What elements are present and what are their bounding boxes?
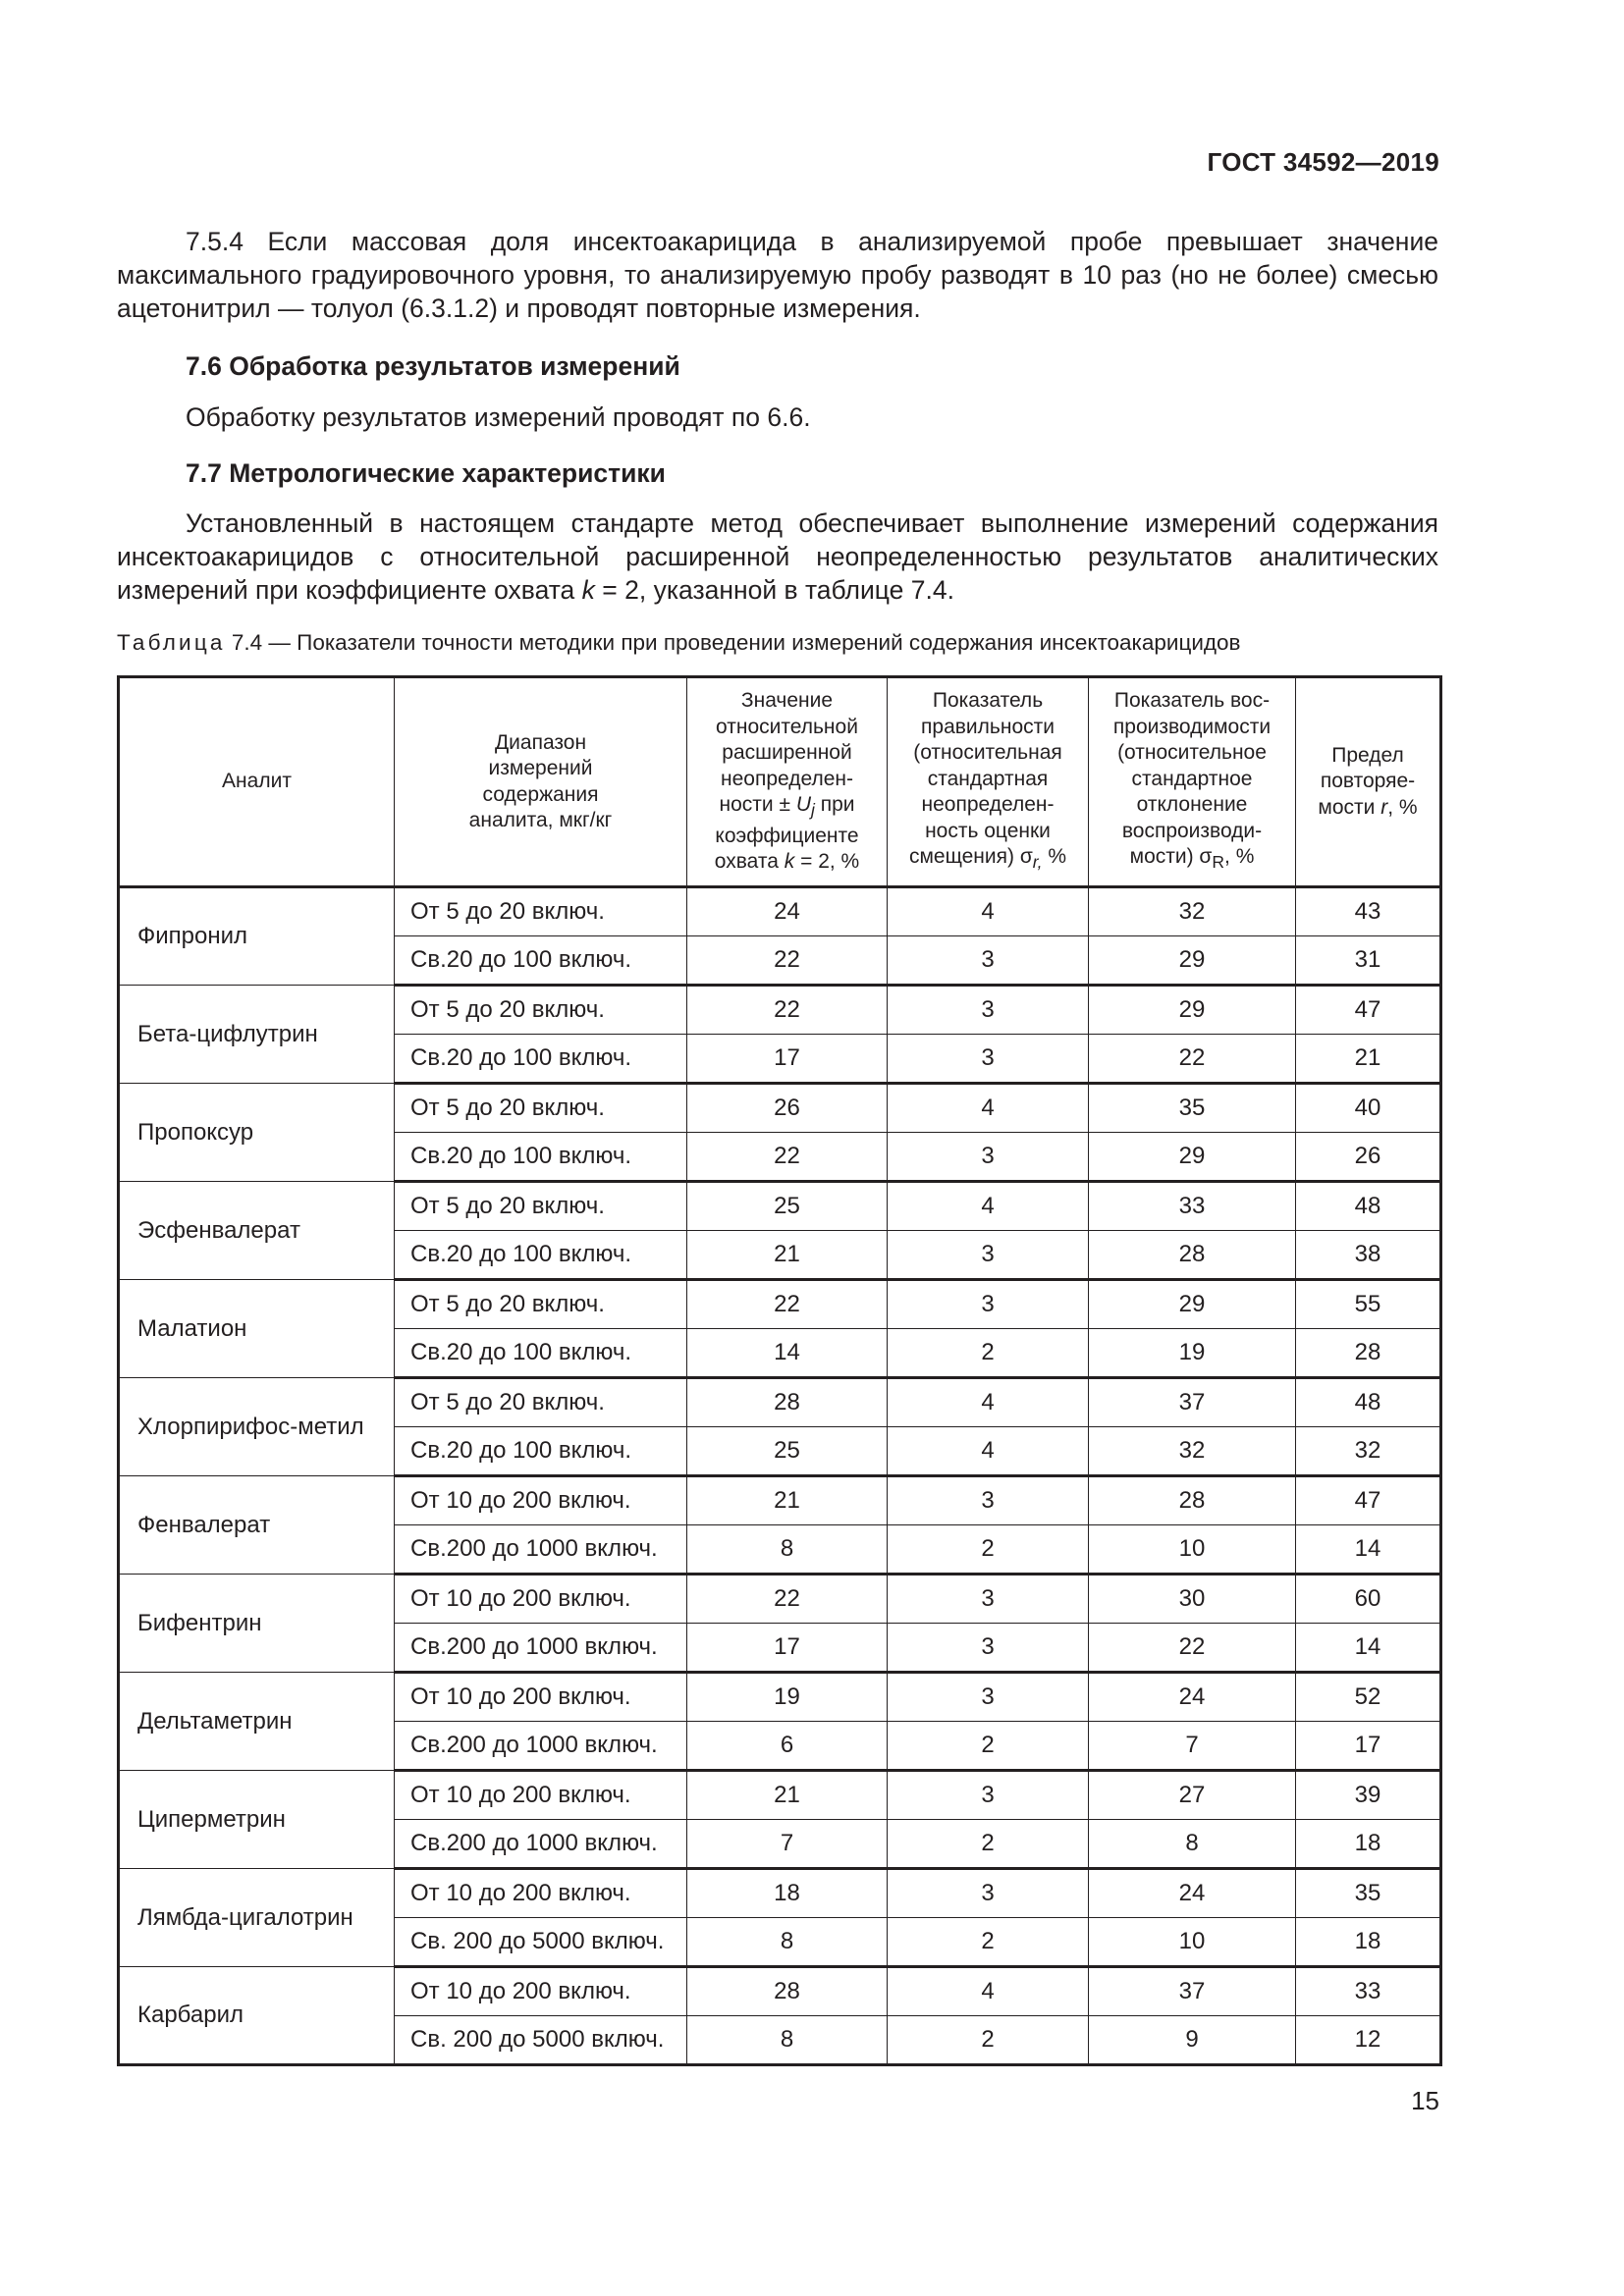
reproducibility-cell: 33: [1089, 1182, 1296, 1231]
repeatability-cell: 38: [1296, 1231, 1441, 1280]
uncertainty-cell: 8: [687, 1918, 888, 1967]
reproducibility-cell: 22: [1089, 1624, 1296, 1673]
trueness-cell: 2: [888, 1918, 1089, 1967]
header-uncertainty: [687, 677, 888, 887]
trueness-cell: 3: [888, 1133, 1089, 1182]
reproducibility-cell: 28: [1089, 1476, 1296, 1525]
analyte-cell: Лямбда-цигалотрин: [119, 1869, 395, 1967]
trueness-cell: 4: [888, 1084, 1089, 1133]
reproducibility-cell: 37: [1089, 1967, 1296, 2016]
reproducibility-cell: 8: [1089, 1820, 1296, 1869]
header-trueness-text-c: %: [1042, 845, 1067, 869]
repeatability-cell: 60: [1296, 1575, 1441, 1624]
repeatability-symbol: r: [1380, 795, 1388, 819]
range-cell: От 5 до 20 включ.: [395, 986, 687, 1035]
uncertainty-cell: 17: [687, 1035, 888, 1084]
analyte-cell: Циперметрин: [119, 1771, 395, 1869]
range-cell: От 10 до 200 включ.: [395, 1967, 687, 2016]
reproducibility-cell: 32: [1089, 1427, 1296, 1476]
trueness-cell: 3: [888, 1771, 1089, 1820]
repeatability-cell: 52: [1296, 1673, 1441, 1722]
repeatability-cell: 40: [1296, 1084, 1441, 1133]
header-repeatability-text-c: , %: [1387, 795, 1418, 819]
analyte-cell: Карбарил: [119, 1967, 395, 2065]
paragraph-7-5-4: 7.5.4 Если массовая доля инсектоакарицида в анализируемой пробе превышает значение максимального градуировочного уровня, то анализируемую пробу разводят в 10 раз (но не более) смесью ацетонитрил — толуол (6.3.1.2) и проводят повторные измерения.: [117, 227, 1438, 323]
table-row: [119, 1673, 1441, 1722]
reproducibility-subscript: R: [1212, 852, 1225, 873]
trueness-cell: 3: [888, 1476, 1089, 1525]
trueness-cell: 2: [888, 1722, 1089, 1771]
uncertainty-subscript: j: [810, 800, 815, 821]
trueness-cell: 2: [888, 1329, 1089, 1378]
header-trueness: [888, 677, 1089, 887]
analyte-cell: Пропоксур: [119, 1084, 395, 1182]
table-row: [119, 1869, 1441, 1918]
uncertainty-cell: 22: [687, 1133, 888, 1182]
repeatability-cell: 47: [1296, 1476, 1441, 1525]
reproducibility-cell: 10: [1089, 1525, 1296, 1575]
header-trueness-text-a: Показатель правильности (относительная стандартная неопределен-ность оценки смещения) σ: [908, 689, 1062, 869]
table-row: [119, 1378, 1441, 1427]
reproducibility-cell: 9: [1089, 2016, 1296, 2065]
header-uncertainty-text-c: = 2, %: [794, 850, 860, 874]
range-cell: От 10 до 200 включ.: [395, 1869, 687, 1918]
range-cell: Св.200 до 1000 включ.: [395, 1525, 687, 1575]
trueness-cell: 3: [888, 986, 1089, 1035]
table-row: [119, 1575, 1441, 1624]
uncertainty-cell: 18: [687, 1869, 888, 1918]
repeatability-cell: 18: [1296, 1820, 1441, 1869]
uncertainty-cell: 21: [687, 1476, 888, 1525]
repeatability-cell: 43: [1296, 887, 1441, 936]
reproducibility-cell: 19: [1089, 1329, 1296, 1378]
analyte-cell: Дельтаметрин: [119, 1673, 395, 1771]
reproducibility-cell: 22: [1089, 1035, 1296, 1084]
trueness-cell: 3: [888, 1673, 1089, 1722]
header-reproducibility-text-c: , %: [1224, 845, 1255, 869]
trueness-subscript: r,: [1032, 852, 1043, 873]
trueness-cell: 2: [888, 2016, 1089, 2065]
repeatability-cell: 35: [1296, 1869, 1441, 1918]
uncertainty-cell: 25: [687, 1182, 888, 1231]
heading-7-7: 7.7 Метрологические характеристики: [186, 458, 666, 488]
uncertainty-cell: 22: [687, 986, 888, 1035]
uncertainty-cell: 25: [687, 1427, 888, 1476]
table-row: [119, 887, 1441, 936]
precision-table: [117, 675, 1442, 2066]
range-cell: Св.200 до 1000 включ.: [395, 1624, 687, 1673]
trueness-cell: 3: [888, 1231, 1089, 1280]
repeatability-cell: 14: [1296, 1624, 1441, 1673]
table-row: [119, 986, 1441, 1035]
reproducibility-cell: 29: [1089, 986, 1296, 1035]
header-uncertainty-text-b: при коэффициенте охвата: [714, 793, 859, 874]
table-row: [119, 1280, 1441, 1329]
header-range: [395, 677, 687, 887]
uncertainty-cell: 28: [687, 1378, 888, 1427]
repeatability-cell: 31: [1296, 936, 1441, 986]
range-cell: От 10 до 200 включ.: [395, 1673, 687, 1722]
table-row: [119, 1476, 1441, 1525]
trueness-cell: 3: [888, 1869, 1089, 1918]
trueness-cell: 2: [888, 1525, 1089, 1575]
header-uncertainty-text-a: Значение относительной расширенной неопределен-ности ±: [716, 689, 858, 817]
range-cell: Св.20 до 100 включ.: [395, 936, 687, 986]
uncertainty-cell: 22: [687, 1280, 888, 1329]
range-cell: От 5 до 20 включ.: [395, 1182, 687, 1231]
analyte-cell: Фипронил: [119, 887, 395, 986]
uncertainty-cell: 21: [687, 1771, 888, 1820]
range-cell: Св.20 до 100 включ.: [395, 1427, 687, 1476]
range-cell: Св.20 до 100 включ.: [395, 1035, 687, 1084]
range-cell: От 10 до 200 включ.: [395, 1476, 687, 1525]
coverage-factor-symbol: k: [581, 575, 595, 605]
repeatability-cell: 21: [1296, 1035, 1441, 1084]
uncertainty-cell: 14: [687, 1329, 888, 1378]
repeatability-cell: 33: [1296, 1967, 1441, 2016]
range-cell: Св.200 до 1000 включ.: [395, 1722, 687, 1771]
uncertainty-cell: 21: [687, 1231, 888, 1280]
reproducibility-cell: 29: [1089, 1280, 1296, 1329]
repeatability-cell: 48: [1296, 1378, 1441, 1427]
trueness-cell: 2: [888, 1820, 1089, 1869]
range-cell: Св. 200 до 5000 включ.: [395, 1918, 687, 1967]
uncertainty-cell: 6: [687, 1722, 888, 1771]
uncertainty-cell: 22: [687, 1575, 888, 1624]
document-code: ГОСТ 34592—2019: [1207, 147, 1439, 177]
analyte-cell: Бета-цифлутрин: [119, 986, 395, 1084]
table-row: [119, 1084, 1441, 1133]
range-cell: Св.20 до 100 включ.: [395, 1329, 687, 1378]
header-analyte: Аналит: [119, 677, 395, 887]
repeatability-cell: 17: [1296, 1722, 1441, 1771]
repeatability-cell: 14: [1296, 1525, 1441, 1575]
coverage-factor-header-symbol: k: [784, 850, 795, 874]
trueness-cell: 4: [888, 887, 1089, 936]
repeatability-cell: 28: [1296, 1329, 1441, 1378]
reproducibility-cell: 7: [1089, 1722, 1296, 1771]
range-cell: Св.20 до 100 включ.: [395, 1133, 687, 1182]
table-caption-word: Таблица: [117, 630, 226, 655]
range-cell: Св.20 до 100 включ.: [395, 1231, 687, 1280]
reproducibility-cell: 32: [1089, 887, 1296, 936]
repeatability-cell: 48: [1296, 1182, 1441, 1231]
range-cell: Св. 200 до 5000 включ.: [395, 2016, 687, 2065]
trueness-cell: 3: [888, 1624, 1089, 1673]
table-row: [119, 1771, 1441, 1820]
range-cell: От 5 до 20 включ.: [395, 887, 687, 936]
range-cell: Св.200 до 1000 включ.: [395, 1820, 687, 1869]
uncertainty-cell: 24: [687, 887, 888, 936]
repeatability-cell: 39: [1296, 1771, 1441, 1820]
table-header-row: [119, 677, 1441, 887]
reproducibility-cell: 35: [1089, 1084, 1296, 1133]
reproducibility-cell: 28: [1089, 1231, 1296, 1280]
range-cell: От 5 до 20 включ.: [395, 1084, 687, 1133]
table-caption: [117, 630, 1472, 656]
repeatability-cell: 47: [1296, 986, 1441, 1035]
reproducibility-cell: 27: [1089, 1771, 1296, 1820]
range-cell: От 5 до 20 включ.: [395, 1378, 687, 1427]
uncertainty-cell: 19: [687, 1673, 888, 1722]
analyte-cell: Хлорпирифос-метил: [119, 1378, 395, 1476]
reproducibility-cell: 29: [1089, 1133, 1296, 1182]
header-reproducibility-text-a: Показатель вос-производимости (относительное стандартное отклонение воспроизводи-мости) σ: [1112, 689, 1272, 869]
reproducibility-cell: 24: [1089, 1673, 1296, 1722]
paragraph-7-7-text-a: Установленный в настоящем стандарте метод обеспечивает выполнение измерений содержания инсектоакарицидов с относительной расширенной неопределенностью результатов аналитических измерений при коэффициенте охвата: [117, 508, 1438, 605]
uncertainty-cell: 8: [687, 2016, 888, 2065]
trueness-cell: 4: [888, 1378, 1089, 1427]
reproducibility-cell: 10: [1089, 1918, 1296, 1967]
uncertainty-cell: 26: [687, 1084, 888, 1133]
trueness-cell: 3: [888, 1280, 1089, 1329]
reproducibility-cell: 37: [1089, 1378, 1296, 1427]
range-cell: От 10 до 200 включ.: [395, 1771, 687, 1820]
analyte-cell: Фенвалерат: [119, 1476, 395, 1575]
uncertainty-cell: 22: [687, 936, 888, 986]
trueness-cell: 4: [888, 1182, 1089, 1231]
range-cell: От 10 до 200 включ.: [395, 1575, 687, 1624]
uncertainty-cell: 17: [687, 1624, 888, 1673]
analyte-cell: Эсфенвалерат: [119, 1182, 395, 1280]
analyte-cell: Малатион: [119, 1280, 395, 1378]
reproducibility-cell: 30: [1089, 1575, 1296, 1624]
repeatability-cell: 18: [1296, 1918, 1441, 1967]
header-repeatability: [1296, 677, 1441, 887]
table-caption-title: 7.4 — Показатели точности методики при проведении измерений содержания инсектоакарицидов: [225, 630, 1241, 655]
range-cell: От 5 до 20 включ.: [395, 1280, 687, 1329]
trueness-cell: 4: [888, 1427, 1089, 1476]
trueness-cell: 4: [888, 1967, 1089, 2016]
repeatability-cell: 55: [1296, 1280, 1441, 1329]
table-row: [119, 1182, 1441, 1231]
reproducibility-cell: 29: [1089, 936, 1296, 986]
trueness-cell: 3: [888, 1575, 1089, 1624]
trueness-cell: 3: [888, 936, 1089, 986]
repeatability-cell: 32: [1296, 1427, 1441, 1476]
paragraph-7-6: Обработку результатов измерений проводят по 6.6.: [186, 402, 811, 432]
header-range-text: Диапазон измерений содержания аналита, мкг/кг: [468, 730, 613, 831]
uncertainty-symbol: U: [795, 793, 811, 817]
repeatability-cell: 26: [1296, 1133, 1441, 1182]
uncertainty-cell: 28: [687, 1967, 888, 2016]
trueness-cell: 3: [888, 1035, 1089, 1084]
table-row: [119, 1967, 1441, 2016]
page-number: 15: [1411, 2086, 1439, 2115]
uncertainty-cell: 7: [687, 1820, 888, 1869]
header-repeatability-text-a: Предел повторяе-мости: [1318, 743, 1416, 819]
paragraph-7-7-text-b: = 2, указанной в таблице 7.4.: [594, 575, 954, 605]
reproducibility-cell: 24: [1089, 1869, 1296, 1918]
repeatability-cell: 12: [1296, 2016, 1441, 2065]
header-reproducibility: [1089, 677, 1296, 887]
uncertainty-cell: 8: [687, 1525, 888, 1575]
heading-7-6: 7.6 Обработка результатов измерений: [186, 351, 680, 381]
paragraph-7-7: [117, 507, 1438, 607]
analyte-cell: Бифентрин: [119, 1575, 395, 1673]
